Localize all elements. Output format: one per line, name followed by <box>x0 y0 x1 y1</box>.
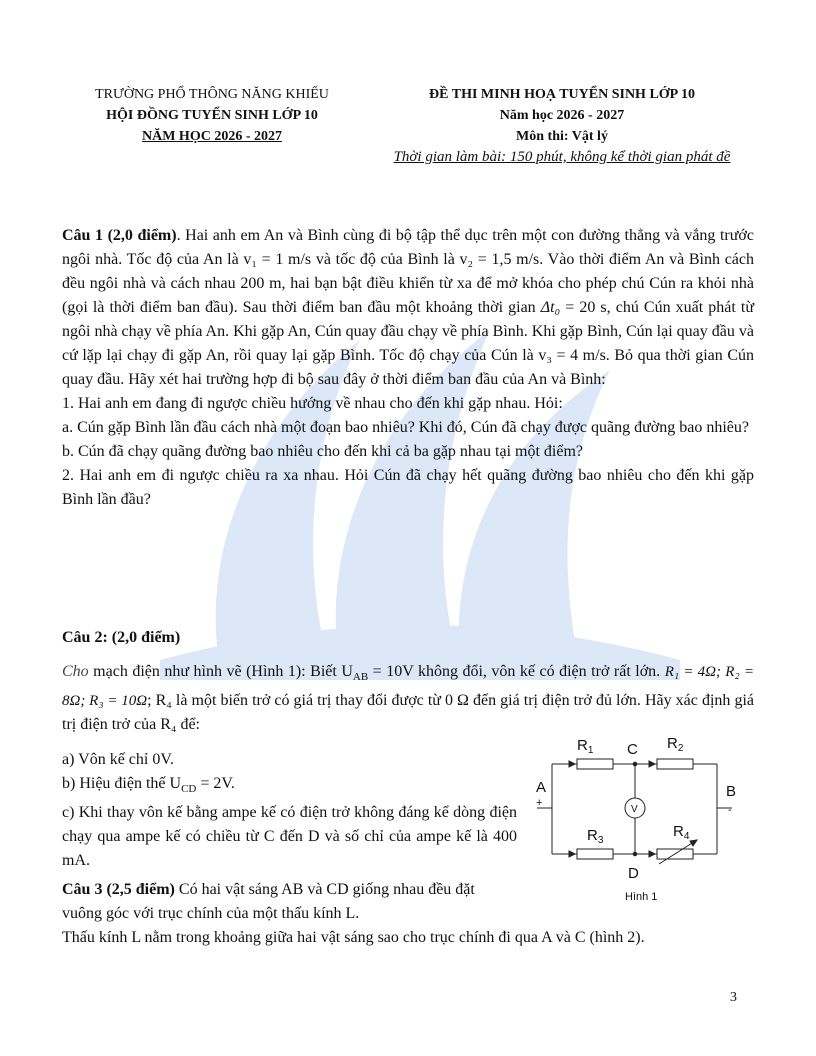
exam-year: Năm học 2026 - 2027 <box>499 108 625 123</box>
question-2-parts <box>62 748 517 873</box>
question-3-head <box>62 878 502 926</box>
page-number: 3 <box>730 990 737 1005</box>
label-v: V <box>631 804 638 815</box>
label-r4: $R_4$ <box>673 823 690 842</box>
q2-part-c: c) Khi thay vôn kế bằng ampe kế có điện trở không đáng kể dòng điện chạy qua ampe kế có chiều từ C đến D và số chỉ của ampe kế là 400 mA. <box>62 804 517 870</box>
label-plus: + <box>536 797 543 809</box>
node-c <box>633 762 637 766</box>
q2-part-b-end: = 2V. <box>196 775 235 792</box>
q2-intro-text2: = 10V không đổi, vôn kế có điện trở rất lớn. <box>368 663 665 680</box>
school-name: TRƯỜNG PHỔ THÔNG NĂNG KHIẾU <box>95 87 329 102</box>
resistor-r1 <box>577 759 613 769</box>
resistor-r3 <box>577 849 613 859</box>
label-c: C <box>627 741 638 758</box>
label-r2: $R_2$ <box>667 735 684 754</box>
q3-text1: Có hai vật sáng AB và CD giống nhau đều đặt vuông góc với trục chính của một thấu kính L. <box>62 881 475 922</box>
header-exam-block <box>362 84 762 168</box>
exam-duration: Thời gian làm bài: 150 phút, không kể thời gian phát đề <box>393 149 731 165</box>
arrow-icon <box>569 851 575 857</box>
question-1 <box>62 224 754 512</box>
arrow-icon <box>649 761 655 767</box>
q1-title: Câu 1 (2,0 điểm) <box>62 227 177 244</box>
q1-paragraph <box>62 224 754 392</box>
q2-part-b <box>62 772 517 801</box>
school-year: NĂM HỌC 2026 - 2027 <box>142 129 282 144</box>
q1-text-part1: . Hai anh em An và Bình cùng đi bộ tập thể dục trên một con đường thẳng và vắng trước ngôi nhà. Tốc độ của An là v₁ = 1 m/s và tốc độ của Bình là v₂ = 1,5 m/s. Vào thời điểm An và Bình cách đều ngôi nhà và cách nhau 200 m, hai bạn bật điều khiển từ xa để mở khóa cho phép chú Cún ra khỏi nhà (gọi là thời điểm ban đầu). Sau thời điểm ban đầu một khoảng thời gian <box>62 227 754 316</box>
q2-title: Câu 2: (2,0 điểm) <box>62 629 181 646</box>
q2-intro <box>62 660 754 737</box>
q2-intro-italic: Cho <box>62 663 89 680</box>
label-r3: $R_3$ <box>587 827 604 846</box>
q2-uab-sub: AB <box>352 671 369 684</box>
resistor-r2 <box>657 759 693 769</box>
q1-item-1: 1. Hai anh em đang đi ngược chiều hướng về nhau cho đến khi gặp nhau. Hỏi: <box>62 395 563 412</box>
label-b: B <box>726 783 737 800</box>
q3-title: Câu 3 (2,5 điểm) <box>62 881 175 898</box>
node-d <box>633 852 637 856</box>
q2-part-a: a) Vôn kế chỉ 0V. <box>62 751 174 768</box>
q1-item-1b: b. Cún đã chạy quãng đường bao nhiêu cho đến khi cả ba gặp nhau tại một điểm? <box>62 443 583 460</box>
exam-subject: Môn thi: Vật lý <box>516 129 608 144</box>
label-r1: $R_1$ <box>577 737 594 756</box>
q1-text-part2: = 20 s, chú Cún xuất phát từ ngôi nhà chạy về phía An. Khi gặp An, Cún quay đầu chạy về phía Bình. Khi gặp Bình, Cún lại quay đầu và cứ lặp lại chạy đi gặp An, rồi quay lại gặp Bình. Tốc độ chạy của Cún là v₃ = 4 m/s. Bỏ qua thời gian Cún quay đầu. Hãy xét hai trường hợp đi bộ sau đây ở thời điểm ban đầu của An và Bình: <box>62 299 755 388</box>
arrow-icon <box>569 761 575 767</box>
rheostat-arrow-icon <box>690 840 697 846</box>
q2-intro-text3: ; R₄ là một biến trở có giá trị thay đổi được từ 0 Ω đến giá trị điện trở đủ lớn. Hãy xác định giá trị điện trở của R₄ để: <box>62 692 754 734</box>
q2-resistor-values: R₁ = 4Ω; R₂ = 8Ω; R₃ = 10Ω <box>62 664 755 710</box>
header-school-block <box>62 84 362 147</box>
q1-item-1a: a. Cún gặp Bình lần đầu cách nhà một đoạn bao nhiêu? Khi đó, Cún đã chạy được quãng đường bao nhiêu? <box>62 419 749 436</box>
q2-ucd-sub: CD <box>181 783 197 796</box>
q3-text2: Thấu kính L nằm trong khoảng giữa hai vật sáng sao cho trục chính đi qua A và C (hình 2). <box>62 929 645 946</box>
figure-caption: Hình 1 <box>625 891 658 903</box>
exam-title: ĐỀ THI MINH HOẠ TUYỂN SINH LỚP 10 <box>429 87 695 102</box>
q1-item-2: 2. Hai anh em đi ngược chiều ra xa nhau. Hỏi Cún đã chạy hết quãng đường bao nhiêu cho đến khi gặp Bình lần đầu? <box>62 467 754 508</box>
q2-intro-text: mạch điện như hình vẽ (Hình 1): Biết U <box>88 663 353 680</box>
label-minus: - <box>728 804 732 816</box>
question-2 <box>62 626 754 737</box>
label-a: A <box>536 779 547 796</box>
circuit-diagram-figure-1 <box>527 728 757 903</box>
q1-dt-symbol: Δt₀ <box>540 299 561 316</box>
question-3-body <box>62 926 754 950</box>
label-d: D <box>628 865 639 882</box>
council-name: HỘI ĐỒNG TUYỂN SINH LỚP 10 <box>106 108 318 123</box>
q2-part-b-text: b) Hiệu điện thế U <box>62 775 182 792</box>
arrow-icon <box>649 851 655 857</box>
